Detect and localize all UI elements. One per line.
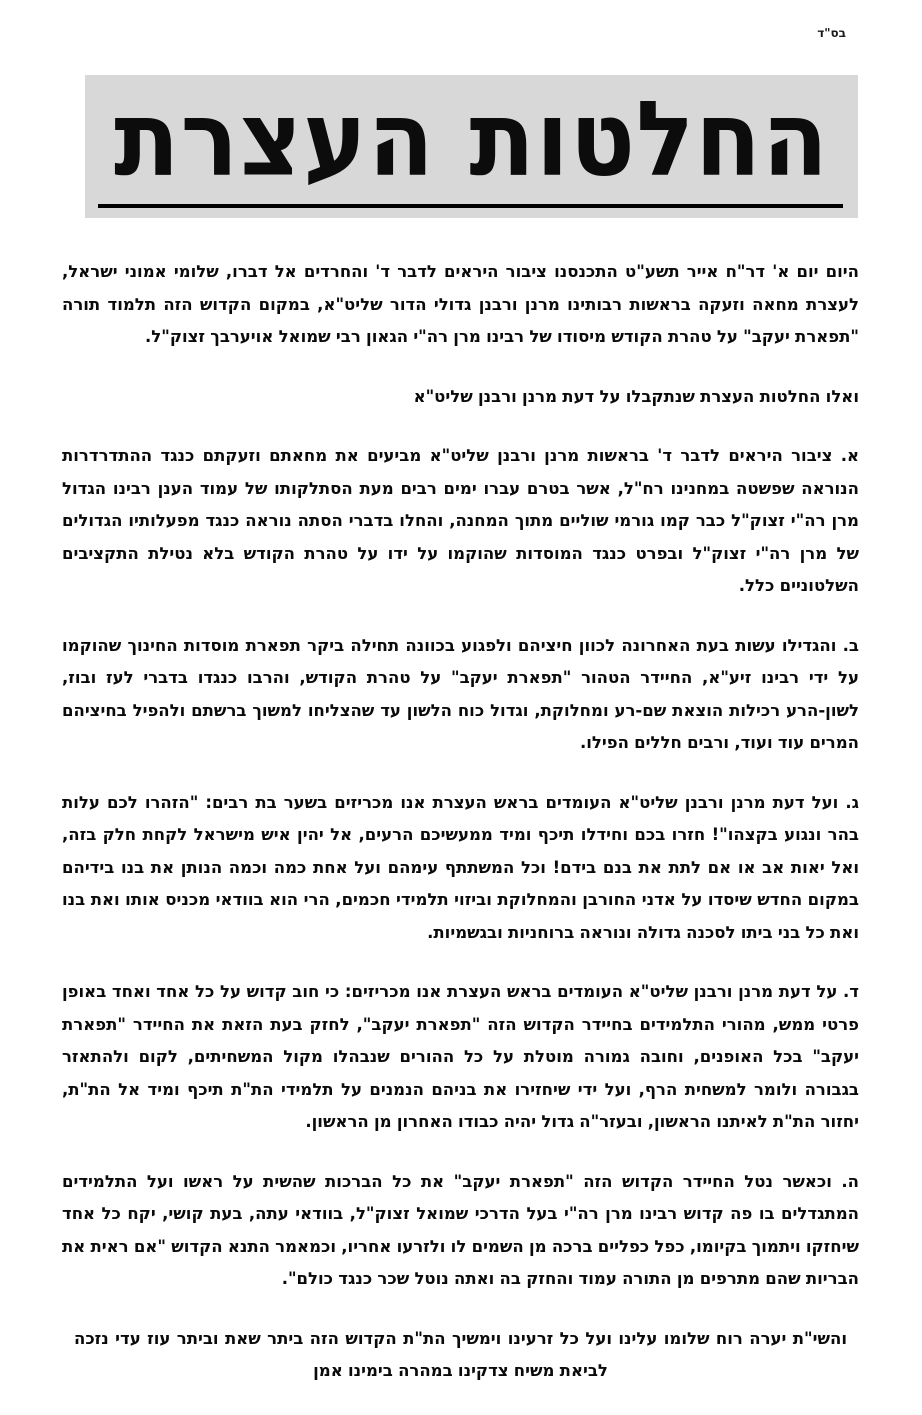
resolution-paragraph-dalet: ד. על דעת מרנן ורבנן שליט"א העומדים בראש העצרת אנו מכריזים: כי חוב קדוש על כל אחד ואחד באופן פרטי ממש, מהורי התלמידים בחיידר הקדוש הזה "תפארת יעקב", לחזק בעת הזאת את החיידר "תפארת יעקב" בכל האופנים, וחובה גמורה מוטלת על כל ההורים שנבהלו מקול המשחיתים, לקום ולהתאזר בגבורה ולומר למשחית הרף, ועל ידי שיחזירו את בניהם הנמנים על תלמידי הת"ת תיכף ומיד אל הת"ת, יחזור הת"ת לאיתנו הראשון, ובעזר"ה גדול יהיה כבודו האחרון מן הראשון. [62,982,859,1131]
resolution-paragraph-alef: א. ציבור היראים לדבר ד' בראשות מרנן ורבנן שליט"א מביעים את מחאתם וזעקתם כנגד ההתדרדרות הנוראה שפשטה במחנינו רח"ל, אשר בטרם עברו ימים רבים מעת הסתלקותו של עמוד הענן רבינו הגדול מרן רה"י זצוק"ל כבר קמו גורמי שוליים מתוך המחנה, והחלו בדברי הסתה נוראה כנגד מפעלותיו הגדולים של מרן רה"י זצוק"ל ובפרט כנגד המוסדות שהוקמו על ידו על טהרת הקודש בלא נטילת התקציבים השלטוניים כלל. [62,446,859,595]
document-body [62,256,859,1415]
resolution-paragraph-bet: ב. והגדילו עשות בעת האחרונה לכוון חיציהם ולפגוע בכוונה תחילה ביקר תפארת מוסדות החינוך שהוקמו על ידי רבינו זיע"א, החיידר הטהור "תפארת יעקב" על טהרת הקודש, והרבו כנגדו בדברי לעז ובוז, לשון-הרע רכילות הוצאת שם-רע ומחלוקת, וגדול כוח הלשון עד שהצליחו למשוך ברשתם ולהפיל בחיציהם המרים עוד ועוד, ורבים חללים הפילו. [62,635,859,752]
bsd-header-text: בס"ד [817,26,846,40]
resolution-paragraph-he: ה. וכאשר נטל החיידר הקדוש הזה "תפארת יעקב" את כל הברכות שהשית על ראשו ועל התלמידים המתגדלים בו פה קדוש רבינו מרן רה"י בעל הדרכי שמואל זצוק"ל, בוודאי עתה, בעת קושי, יקח כל אחד שיחזקו ויתמוך בקיומו, כפל כפליים ברכה מן השמים לו ולזרעו אחריו, וכמאמר התנא הקדוש "אם ראית את הבריות שהם מתרפים מן התורה עמוד והחזק בה ואתה נוטל שכר כנגד כולם". [62,1171,859,1288]
title-underline [98,204,843,208]
resolutions-subheading: ואלו החלטות העצרת שנתקבלו על דעת מרנן ורבנן שליט"א [413,386,859,406]
document-title: החלטות העצרת [113,78,830,200]
resolution-paragraph-gimel: ג. ועל דעת מרנן ורבנן שליט"א העומדים בראש העצרת אנו מכריזים בשער בת רבים: "הזהרו לכם עלות בהר ונגוע בקצהו"! חזרו בכם וחידלו תיכף ומיד ממעשיכם הרעים, אל יהין איש מישראל לקחת חלק בזה, ואל יאות אב או אם לתת את בנם בידם! וכל המשתתף עימהם ועל אחת כמה וכמה הנותן את בנו בידיהם במקום החדש שיסדו על אדני החורבן והמחלוקת וביזוי תלמידי חכמים, הרי הוא בוודאי מכניס אותו ואת בנו ואת כל בני ביתו לסכנה גדולה ונוראה ברוחניות ובגשמיות. [62,792,859,942]
intro-paragraph: היום יום א' דר"ח אייר תשע"ט התכנסנו ציבור היראים לדבר ד' והחרדים אל דברו, שלומי אמוני ישראל, לעצרת מחאה וזעקה בראשות רבותינו מרנן ורבנן גדולי הדור שליט"א, במקום הקדוש הזה תלמוד תורה "תפארת יעקב" על טהרת הקודש מיסודו של רבינו מרן רה"י הגאון רבי שמואל אויערבך זצוק"ל. [62,262,859,346]
title-banner [85,75,858,218]
closing-blessing-paragraph: והשי"ת יערה רוח שלומו עלינו ועל כל זרעינו וימשיך הת"ת הקדוש הזה ביתר שאת וביתר עוז עדי נזכה לביאת משיח צדקינו במהרה בימינו אמן [74,1328,847,1380]
